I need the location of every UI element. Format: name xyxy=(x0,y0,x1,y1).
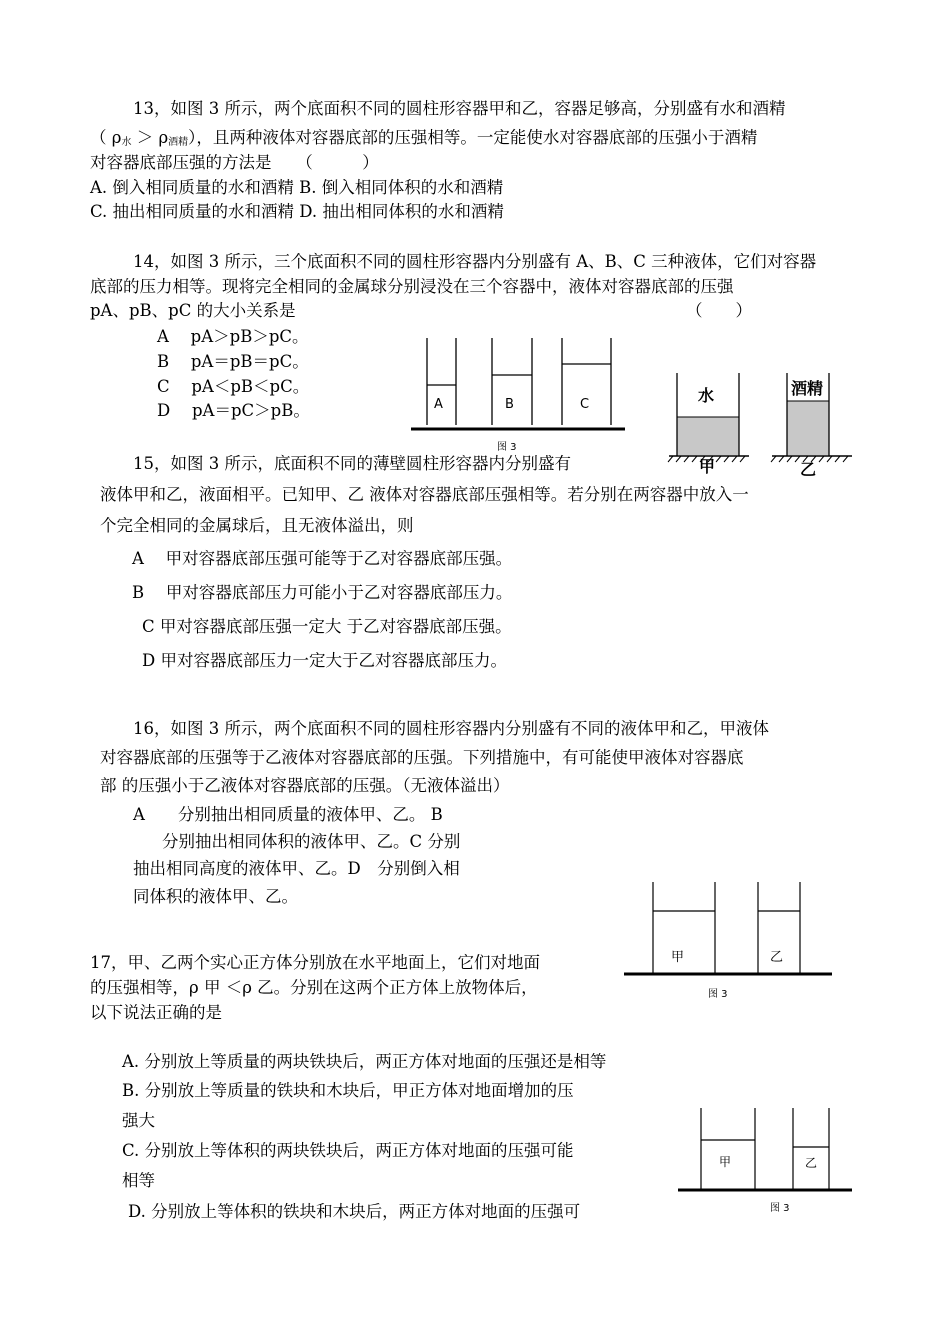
q17-option-c-line1: C. 分别放上等体积的两块铁块后，两正方体对地面的压强可能 xyxy=(122,1141,574,1160)
fig17-caption: 图 3 xyxy=(770,1203,790,1214)
q14-option-a: A pA＞pB＞pC。 xyxy=(157,327,309,346)
fig15-water-label: 水 xyxy=(698,386,715,405)
q16-line2: 对容器底部的压强等于乙液体对容器底部的压强。下列措施中，有可能使甲液体对容器底 xyxy=(100,748,744,767)
fig15-alcohol-label: 酒精 xyxy=(791,379,824,398)
q16-option-line2: 分别抽出相同体积的液体甲、乙。C 分别 xyxy=(162,832,461,851)
q15-line3: 个完全相同的金属球后，且无液体溢出，则 xyxy=(100,516,414,535)
fig16-left-name: 甲 xyxy=(671,950,685,965)
q15-option-d: D 甲对容器底部压力一定大于乙对容器底部压力。 xyxy=(142,651,507,670)
q15-line2: 液体甲和乙，液面相平。已知甲、乙 液体对容器底部压强相等。若分别在两容器中放入一 xyxy=(100,485,749,504)
q14-option-d: D pA＝pC＞pB。 xyxy=(157,401,310,420)
q17-option-c-line2: 相等 xyxy=(122,1171,155,1190)
q13-line1: 13，如图 3 所示，两个底面积不同的圆柱形容器甲和乙，容器足够高，分别盛有水和酒精 xyxy=(133,99,786,118)
water-liquid xyxy=(677,417,739,455)
q13-rho-open: （ ρ xyxy=(90,128,122,147)
fig14-label-c: C xyxy=(580,397,590,412)
q17-option-a: A. 分别放上等质量的两块铁块后，两正方体对地面的压强还是相等 xyxy=(122,1052,607,1071)
q17-option-b-line1: B. 分别放上等质量的铁块和木块后，甲正方体对地面增加的压 xyxy=(122,1081,574,1100)
q14-line3: pA、pB、pC 的大小关系是 xyxy=(90,301,296,320)
q14-option-b: B pA＝pB＝pC。 xyxy=(157,352,309,371)
q13-gt: ＞ ρ xyxy=(136,128,169,147)
q13-line3: 对容器底部压强的方法是 （ ） xyxy=(90,153,379,172)
fig15-left-container-name: 甲 xyxy=(699,457,716,476)
fig17-right-name: 乙 xyxy=(805,1156,818,1170)
q14-answer-bracket: （ ） xyxy=(686,301,752,320)
q17-line3: 以下说法正确的是 xyxy=(90,1003,222,1022)
alcohol-liquid xyxy=(787,401,829,455)
q16-line1: 16，如图 3 所示，两个底面积不同的圆柱形容器内分别盛有不同的液体甲和乙，甲液体 xyxy=(133,719,769,738)
q13-option-cd: C. 抽出相同质量的水和酒精 D. 抽出相同体积的水和酒精 xyxy=(90,202,504,221)
q14-line2: 底部的压力相等。现将完全相同的金属球分别浸没在三个容器中，液体对容器底部的压强 xyxy=(90,277,734,296)
q16-option-line1: A 分别抽出相同质量的液体甲、乙。 B xyxy=(133,805,443,824)
figure-three-containers xyxy=(405,333,630,455)
q13-line2-rest: ），且两种液体对容器底部的压强相等。一定能使水对容器底部的压强小于酒精 xyxy=(188,128,758,147)
q13-sub-alcohol: 酒精 xyxy=(168,137,189,148)
q14-option-c: C pA＜pB＜pC。 xyxy=(157,377,310,396)
q16-option-line4: 同体积的液体甲、乙。 xyxy=(133,887,298,906)
q15-line1: 15，如图 3 所示，底面积不同的薄壁圆柱形容器内分别盛有 xyxy=(133,454,571,473)
q15-option-b: B 甲对容器底部压力可能小于乙对容器底部压力。 xyxy=(132,583,513,602)
fig16-right-name: 乙 xyxy=(770,950,784,965)
figure-q16-containers xyxy=(620,878,838,1002)
fig14-label-b: B xyxy=(505,397,514,412)
fig16-caption: 图 3 xyxy=(708,989,728,1000)
q17-option-b-line2: 强大 xyxy=(122,1111,155,1130)
q13-option-ab: A. 倒入相同质量的水和酒精 B. 倒入相同体积的水和酒精 xyxy=(90,178,504,197)
q14-line1: 14，如图 3 所示，三个底面积不同的圆柱形容器内分别盛有 A、B、C 三种液体，它们对容器 xyxy=(133,252,817,271)
q13-sub-water: 水 xyxy=(121,137,132,148)
figure-water-alcohol xyxy=(667,368,857,480)
fig14-label-a: A xyxy=(434,397,443,412)
q16-line3: 部 的压强小于乙液体对容器底部的压强。（无液体溢出） xyxy=(100,776,510,795)
figure-q17-containers xyxy=(674,1103,856,1215)
fig17-left-name: 甲 xyxy=(719,1155,732,1169)
q16-option-line3: 抽出相同高度的液体甲、乙。D 分别倒入相 xyxy=(133,859,460,878)
fig15-right-name: 乙 xyxy=(800,460,817,479)
fig14-caption: 图 3 xyxy=(497,442,517,453)
q15-option-a: A 甲对容器底部压强可能等于乙对容器底部压强。 xyxy=(132,549,513,568)
q17-line1: 17，甲、乙两个实心正方体分别放在水平地面上，它们对地面 xyxy=(90,953,540,972)
q17-line2: 的压强相等，ρ 甲 ＜ρ 乙。分别在这两个正方体上放物体后， xyxy=(90,978,538,997)
q13-line2 xyxy=(90,127,757,154)
q17-option-d: D. 分别放上等体积的铁块和木块后，两正方体对地面的压强可 xyxy=(128,1202,581,1221)
q15-option-c: C 甲对容器底部压强一定大 于乙对容器底部压强。 xyxy=(142,617,512,636)
